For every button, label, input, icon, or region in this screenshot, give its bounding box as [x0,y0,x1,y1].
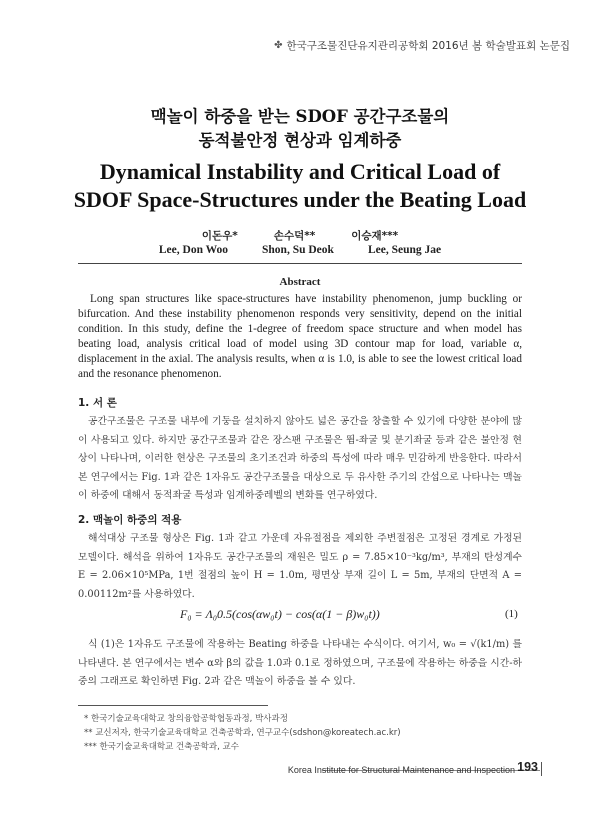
header-ornament-icon: ✤ [274,40,283,51]
title-en-line2: SDOF Space-Structures under the Beating Load [73,187,527,212]
footnote-divider [78,705,268,706]
footnote: ** 교신저자, 한국기술교육대학교 건축공학과, 연구교수(sdshon@koreatech.ac.kr) [84,728,401,738]
footnote: *** 한국기술교육대학교 건축공학과, 교수 [84,742,239,752]
title-ko-line2: 동적불안정 현상과 임계하중 [198,131,402,150]
running-header [274,38,570,53]
section-heading-introduction: 1. 서 론 [78,397,117,409]
conference-name: 한국구조물진단유지관리공학회 2016년 봄 학술발표회 논문집 [286,40,570,52]
equation-1: F₀ = Λ₀0.5(cos(αw₀t) − cos(α(1 − β)w₀t)) [180,607,380,621]
author-ko: 이돈우* [201,230,238,242]
abstract-text: Long span structures like space-structures have instability phenomenon, jump buckling or bifurcation. And these instability phenomenon responds very sensitivity, depend on the initial condition. In this study, define the 1-degree of freedom space structure and when model has beating load, analysis critical load of model using 3D contour map for load, variable α, displacement in the axial. The analysis results, when α is 1.0, is able to see the lowest critical load and the resonance phenomenon. [78,293,522,380]
title-ko-line1: 맥놀이 하중을 받는 SDOF 공간구조물의 [150,107,450,126]
model-description-paragraph: 해석대상 구조물 형상은 Fig. 1과 같고 가운데 자유절점을 제외한 주변절점은 고정된 경계로 가정된 모델이다. 해석을 위하여 1자유도 공간구조물의 재원은 밀도 ρ = 7.85×10⁻³kg/m³, 부재의 탄성계수 E = 2.06×10⁵MPa, 1번 절점의 높이 H = 1.0m, 평면상 부재 길이 L = 5m, 부재의 단면적 A = 0.00112m²를 사용하였다. [78,533,522,600]
footnote: * 한국기술교육대학교 창의융합공학협동과정, 박사과정 [84,714,288,724]
authors-korean [0,228,600,243]
abstract-heading: Abstract [279,276,321,288]
section-heading-beating-load: 2. 맥놀이 하중의 적용 [78,514,182,526]
author-en: Lee, Don Woo [158,244,229,256]
author-ko: 손수덕** [273,230,316,242]
introduction-paragraph: 공간구조물은 구조물 내부에 기둥을 설치하지 않아도 넓은 공간을 창출할 수 있기에 다양한 분야에 많이 사용되고 있다. 하지만 공간구조물과 같은 장스팬 구조물은 뜀-좌굴 및 분기좌굴 등과 같은 불안정 현상이 나타나며, 이러한 현상은 구조물의 초기조건과 하중의 특성에 따라 매우 민감하게 반응한다. 따라서 본 연구에서는 Fig. 1과 같은 1자유도 공간구조물을 대상으로 두 유사한 주기의 간섭으로 나타나는 맥놀이 하중에 대해서 동적좌굴 특성과 임계하중레벨의 변화를 연구하였다. [78,416,522,501]
page-number-bar [541,762,542,776]
equation-number: (1) [505,608,518,620]
authors-english [0,244,600,256]
author-ko: 이승재*** [351,230,399,242]
divider [78,263,522,264]
footer-institute: Korea Institute for Structural Maintenance and Inspection [287,765,515,775]
author-en: Shon, Su Deok [262,244,334,256]
page-number: 193 [517,760,538,774]
author-en: Lee, Seung Jae [367,244,442,256]
equation-explanation-paragraph: 식 (1)은 1자유도 구조물에 작용하는 Beating 하중을 나타내는 수식이다. 여기서, w₀ = √(k1/m) 를 나타낸다. 본 연구에서는 변수 α와 β의 값을 1.0과 0.1로 정하였으며, 구조물에 작용하는 하중을 시간-하중의 그래프로 확인하면 Fig. 2과 같은 맥놀이 하중을 볼 수 있다. [78,639,522,687]
title-en-line1: Dynamical Instability and Critical Load of [99,159,501,184]
